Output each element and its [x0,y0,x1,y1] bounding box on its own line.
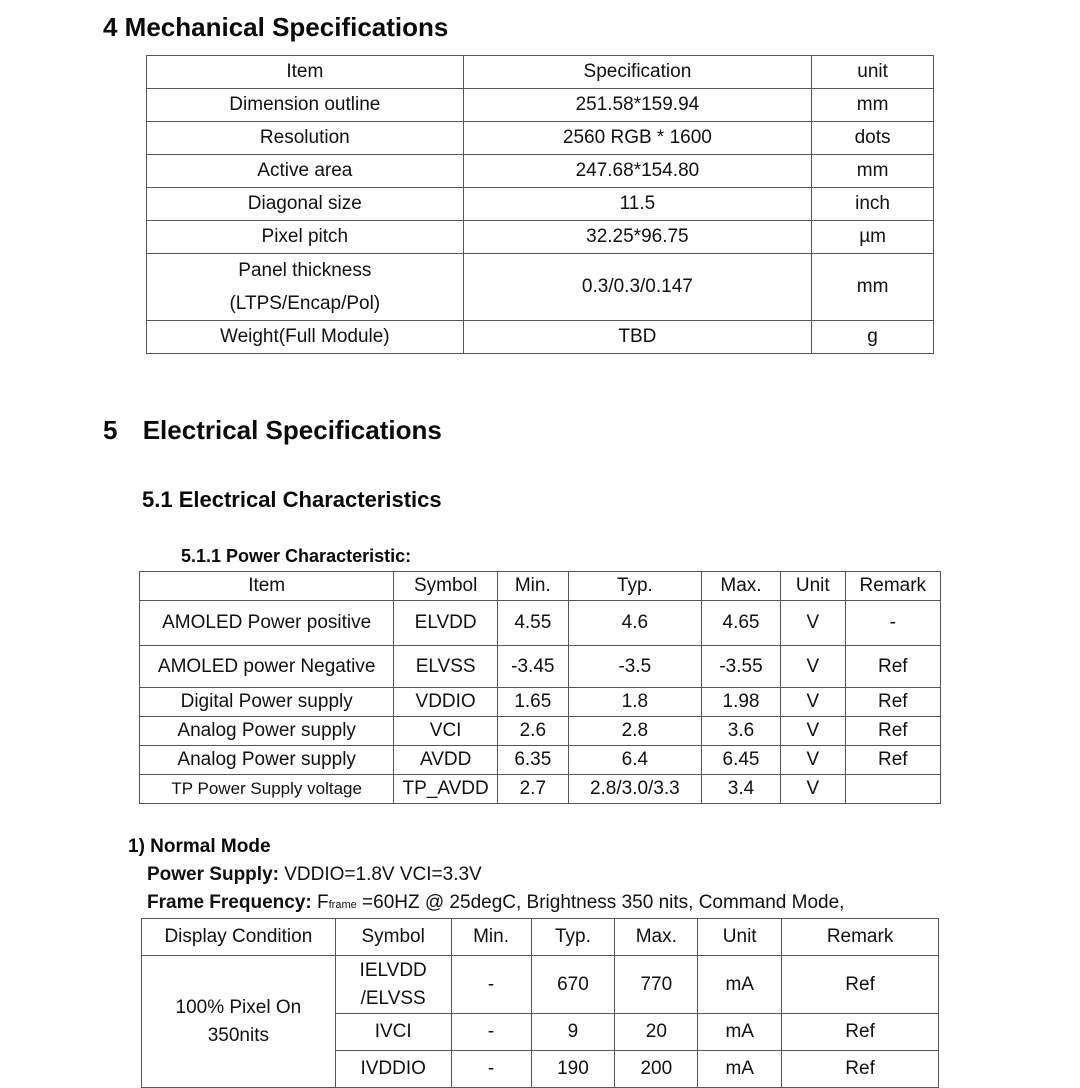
section-5-number: 5 [103,415,118,445]
cell-unit: mm [812,155,934,188]
cell-remark: Ref [782,956,939,1014]
condition-line2: 350nits [207,1024,269,1046]
cell-typ: 9 [531,1014,615,1051]
cell-spec: 11.5 [463,188,812,221]
table-row [142,956,939,1014]
cell-min: 6.35 [497,746,568,775]
cell-item: Weight(Full Module) [147,321,464,354]
header-unit: Unit [780,572,845,601]
table-row [147,122,934,155]
table-row [140,746,941,775]
cell-remark: Ref [845,746,940,775]
header-item: Item [140,572,394,601]
cell-unit: mm [812,89,934,122]
cell-unit: V [780,746,845,775]
header-specification: Specification [463,56,812,89]
table-row [140,775,941,804]
cell-typ: 1.8 [568,688,701,717]
header-unit: Unit [698,919,782,956]
cell-unit: µm [812,221,934,254]
cell-unit: V [780,717,845,746]
condition-line1: 100% Pixel On [175,996,302,1018]
cell-item: Analog Power supply [140,717,394,746]
cell-remark: Ref [782,1014,939,1051]
cell-symbol: IVDDIO [335,1051,451,1088]
cell-unit: V [780,688,845,717]
cell-remark: Ref [782,1051,939,1088]
header-symbol: Symbol [394,572,498,601]
cell-max: 4.65 [702,601,781,646]
cell-item: Analog Power supply [140,746,394,775]
cell-max: 20 [615,1014,698,1051]
cell-unit: mA [698,1014,782,1051]
normal-mode-heading: 1) Normal Mode [128,836,271,857]
subsection-5-1-title: 5.1 Electrical Characteristics [142,487,442,512]
cell-item: Dimension outline [147,89,464,122]
cell-typ: 2.8/3.0/3.3 [568,775,701,804]
power-supply-value: VDDIO=1.8V VCI=3.3V [278,864,482,885]
symbol-line1: IELVDD [359,959,427,981]
cell-typ: 6.4 [568,746,701,775]
header-item: Item [147,56,464,89]
cell-typ: 2.8 [568,717,701,746]
cell-item: Resolution [147,122,464,155]
header-unit: unit [812,56,934,89]
cell-unit: dots [812,122,934,155]
cell-max: 6.45 [702,746,781,775]
cell-display-condition [142,956,336,1088]
cell-item: TP Power Supply voltage [140,775,394,804]
cell-item-line1: Panel thickness [238,260,372,281]
cell-min: -3.45 [497,646,568,688]
section-5-text: Electrical Specifications [142,415,442,445]
cell-remark [845,775,940,804]
cell-unit: V [780,646,845,688]
table-header-row [142,919,939,956]
cell-typ: 670 [531,956,615,1014]
cell-min: - [451,1014,531,1051]
table-row [147,89,934,122]
frame-f-symbol: F [311,892,329,913]
header-max: Max. [615,919,698,956]
cell-min: - [451,1051,531,1088]
cell-item: Diagonal size [147,188,464,221]
cell-spec: 247.68*154.80 [463,155,812,188]
cell-typ: -3.5 [568,646,701,688]
cell-unit: inch [812,188,934,221]
cell-min: 2.6 [497,717,568,746]
table-header-row [140,572,941,601]
frame-frequency-line [147,892,844,914]
header-typ: Typ. [568,572,701,601]
cell-min: 1.65 [497,688,568,717]
header-symbol: Symbol [335,919,451,956]
cell-min: - [451,956,531,1014]
cell-unit: V [780,601,845,646]
header-remark: Remark [845,572,940,601]
cell-min: 4.55 [497,601,568,646]
cell-symbol: VCI [394,717,498,746]
header-min: Min. [497,572,568,601]
header-min: Min. [451,919,531,956]
header-display-condition: Display Condition [142,919,336,956]
table-row [140,601,941,646]
power-supply-label: Power Supply: [147,864,279,885]
table-row [147,188,934,221]
cell-symbol: TP_AVDD [394,775,498,804]
frame-subscript: frame [328,899,357,911]
cell-item: Digital Power supply [140,688,394,717]
normal-mode-current-table [141,918,939,1088]
table-row [147,321,934,354]
cell-max: -3.55 [702,646,781,688]
cell-spec: 32.25*96.75 [463,221,812,254]
cell-item: AMOLED power Negative [140,646,394,688]
cell-item-line2: (LTPS/Encap/Pol) [229,293,381,314]
power-characteristic-table [139,571,941,804]
header-max: Max. [702,572,781,601]
cell-item: Pixel pitch [147,221,464,254]
power-supply-line [147,864,482,886]
cell-remark: Ref [845,646,940,688]
cell-spec: TBD [463,321,812,354]
section-4-title: 4 Mechanical Specifications [103,12,449,42]
cell-max: 1.98 [702,688,781,717]
table-row [140,646,941,688]
cell-spec: 2560 RGB * 1600 [463,122,812,155]
table-row [147,221,934,254]
cell-remark: Ref [845,717,940,746]
cell-item [147,254,464,321]
cell-unit: mA [698,1051,782,1088]
cell-remark: - [845,601,940,646]
cell-max: 3.6 [702,717,781,746]
cell-remark: Ref [845,688,940,717]
section-5-title [103,415,442,446]
frame-frequency-value: =60HZ @ 25degC, Brightness 350 nits, Command Mode, [356,892,845,913]
table-row [147,155,934,188]
cell-unit: V [780,775,845,804]
cell-max: 3.4 [702,775,781,804]
cell-symbol: VDDIO [394,688,498,717]
cell-spec: 0.3/0.3/0.147 [463,254,812,321]
cell-typ: 190 [531,1051,615,1088]
cell-max: 200 [615,1051,698,1088]
cell-unit: mm [812,254,934,321]
table-row [147,254,934,321]
header-typ: Typ. [531,919,615,956]
table-header-row [147,56,934,89]
symbol-line2: /ELVSS [360,987,426,1009]
cell-typ: 4.6 [568,601,701,646]
subsection-5-1-1-title: 5.1.1 Power Characteristic: [181,546,412,566]
cell-symbol: ELVSS [394,646,498,688]
cell-spec: 251.58*159.94 [463,89,812,122]
header-remark: Remark [782,919,939,956]
cell-item: Active area [147,155,464,188]
cell-item: AMOLED Power positive [140,601,394,646]
cell-max: 770 [615,956,698,1014]
mechanical-spec-table [146,55,934,354]
cell-symbol: IVCI [335,1014,451,1051]
cell-symbol: AVDD [394,746,498,775]
cell-symbol [335,956,451,1014]
cell-symbol: ELVDD [394,601,498,646]
cell-unit: mA [698,956,782,1014]
cell-min: 2.7 [497,775,568,804]
frame-frequency-label: Frame Frequency: [147,892,312,913]
table-row [140,717,941,746]
table-row [140,688,941,717]
cell-unit: g [812,321,934,354]
